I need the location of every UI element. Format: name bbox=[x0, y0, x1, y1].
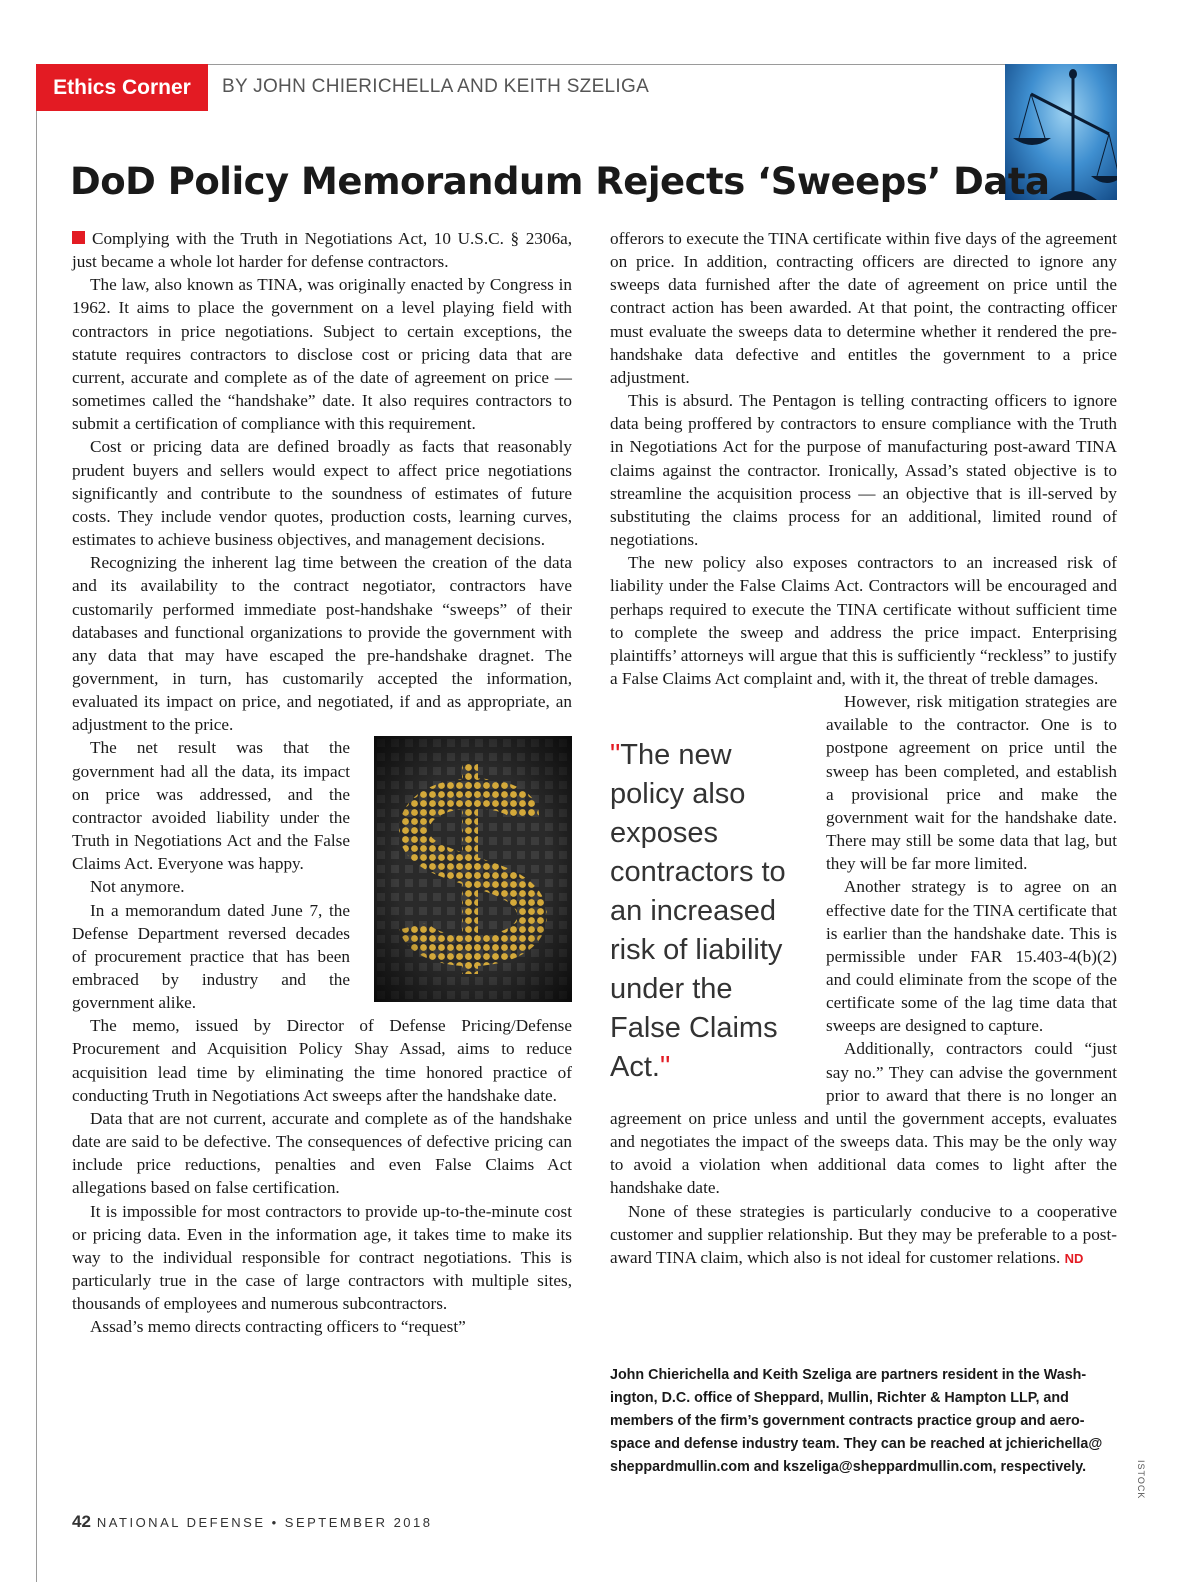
dollar-circuit-illustration bbox=[374, 736, 572, 1002]
photo-credit: ISTOCK bbox=[1136, 1460, 1146, 1500]
pull-quote bbox=[610, 736, 810, 1087]
body-paragraph: The net result was that the government had all the data, its impact on price was addressed, and the contractor avoided liability under the Truth in Negotiations Act and the False Claims Act. Everyone was happy. bbox=[72, 738, 350, 874]
left-column bbox=[72, 227, 572, 1339]
body-paragraph: The memo, issued by Director of Defense Pricing/Defense Procurement and Acquisition Policy Shay Assad, aims to reduce acquisition lead time by eliminating the time honored practice of conducting Truth in Negotiations Act sweeps after the handshake date. bbox=[72, 1016, 572, 1105]
body-paragraph: None of these strategies is particularly conducive to a cooperative customer and supplier relationship. But they may be preferable to a post-award TINA claim, which also is not ideal for customer relations. ND bbox=[610, 1201, 1117, 1267]
body-paragraph: This is absurd. The Pentagon is telling contracting officers to ignore data being proffered by contractors to ensure compliance with the Truth in Negotiations Act for the purpose of manufacturing post-award TINA claims against the contractor. Ironically, Assad’s stated objective is to streamline the acquisition process — an objective that is ill-served by substituting the claims process for an additional, limited round of negotiations. bbox=[610, 391, 1117, 550]
body-paragraph: Cost or pricing data are defined broadly as facts that reasonably prudent buyers and sellers would expect to affect price negotiations significantly and contribute to the soundness of estimates of future costs. They include vendor quotes, production costs, learning curves, estimates to achieve business objectives, and management decisions. bbox=[72, 437, 572, 550]
section-badge bbox=[36, 64, 208, 111]
body-paragraph: offerors to execute the TINA certificate within five days of the agreement on price. In addition, contracting officers are directed to ignore any sweeps data furnished after the date of agreement on price until the contract action has been awarded. At that point, the contracting officer must evaluate the sweeps data to determine whether it rendered the pre-handshake data defective and entitles the government to a price adjustment. bbox=[610, 229, 1117, 387]
body-paragraph: It is impossible for most contractors to provide up-to-the-minute cost or pricing data. Even in the information age, it takes time to make its way to the individual responsible for contract negotiations. This is particularly true in the case of large contractors with multiple sites, thousands of employees and numerous subcontractors. bbox=[72, 1201, 572, 1314]
body-paragraph: Complying with the Truth in Negotiations Act, 10 U.S.C. § 2306a, just became a whole lot harder for defense contractors. bbox=[72, 229, 572, 272]
body-paragraph: The law, also known as TINA, was originally enacted by Congress in 1962. It aims to place the government on a level playing field with contractors in price negotiations. Subject to certain exceptions, the statute requires contractors to disclose cost or pricing data that are current, accurate and complete as of the date of agreement on price — sometimes called the “handshake” date. It also requires contractors to submit a certification of compliance with this requirement. bbox=[72, 275, 572, 434]
open-quote-mark: " bbox=[610, 739, 621, 772]
author-bio: John Chierichella and Keith Szeliga are partners resident in the Washington, D.C. office of Sheppard, Mullin, Richter & Hampton LLP, and members of the firm’s government contracts practice group and aerospace and defense industry team. They can be reached at jchierichella@ sheppardmullin.com and kszeliga@sheppardmullin.com, respectively. bbox=[610, 1367, 1103, 1475]
close-quote-mark: " bbox=[659, 1051, 671, 1084]
body-paragraph: Assad’s memo directs contracting officers to “request” bbox=[90, 1317, 466, 1337]
body-paragraph: Another strategy is to agree on an effective date for the TINA certificate that is earlier than the handshake date. This is permissible under FAR 15.403-4(b)(2) and could eliminate from the scope of the certificate some of the lag time data that sweeps are designed to capture. bbox=[826, 877, 1117, 1036]
body-paragraph: Not anymore. bbox=[90, 877, 185, 897]
right-column bbox=[610, 227, 1117, 1270]
body-paragraph: However, risk mitigation strategies are available to the contractor. One is to postpone agreement on price until the sweep has been completed, and establish a provisional price and make the government wait for the handshake date. There may still be some data that lag, but they will be far more limited. bbox=[826, 692, 1117, 874]
page-border-left bbox=[36, 64, 37, 1582]
body-paragraph: Additionally, contractors could “just say no.” They can advise the government prior to award that there is no longer an agreement on price unless and until the government accepts, evaluates and negotiates the impact of the sweeps data. This may be the only way to avoid a violation when additional data comes to light after the handshake date. bbox=[610, 1039, 1117, 1198]
section-label: Ethics Corner bbox=[53, 75, 191, 99]
body-paragraph: Recognizing the inherent lag time between the creation of the data and its availability to the contract negotiator, contractors have customarily performed immediate post-handshake “sweeps” of their databases and functional organizations to provide the government with any data that may have escaped the pre-handshake dragnet. The government, in turn, has customarily accepted the information, evaluated its impact on price, and negotiated, if and as appropriate, an adjustment to the price. bbox=[72, 553, 572, 735]
publication-info: NATIONAL DEFENSE • SEPTEMBER 2018 bbox=[96, 1515, 433, 1530]
body-paragraph: The new policy also exposes contractors to an increased risk of liability under the False Claims Act. Contractors will be encouraged and perhaps required to execute the TINA certificate without sufficient time to complete the sweep and address the price impact. Enterprising plaintiffs’ attorneys will argue that this is sufficiently “reckless” to justify a False Claims Act complaint and, with it, the threat of treble damages. bbox=[610, 553, 1117, 688]
red-square-icon bbox=[72, 231, 85, 244]
body-paragraph: In a memorandum dated June 7, the Defense Department reversed decades of procurement practice that has been embraced by industry and the government alike. bbox=[72, 900, 350, 1013]
byline: BY JOHN CHIERICHELLA AND KEITH SZELIGA bbox=[222, 76, 650, 97]
end-mark: ND bbox=[1064, 1250, 1084, 1266]
page-number: 42 bbox=[72, 1512, 91, 1531]
dollar-sign-circuit-image bbox=[374, 736, 572, 1002]
page-footer bbox=[72, 1512, 433, 1532]
article-title: DoD Policy Memorandum Rejects ‘Sweeps’ Data bbox=[70, 160, 1050, 203]
pull-quote-text: The new policy also exposes contractors to an increased risk of liability under the False Claims Act. bbox=[610, 739, 786, 1084]
body-paragraph: Data that are not current, accurate and complete as of the handshake date are said to be defective. The consequences of defective pricing can include price reductions, penalties and even False Claims Act allegations based on false certification. bbox=[72, 1108, 572, 1198]
